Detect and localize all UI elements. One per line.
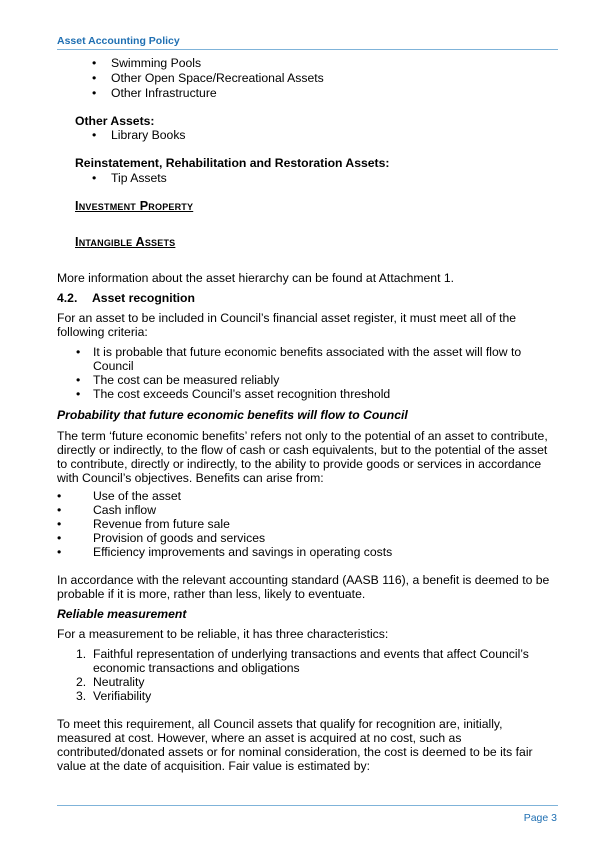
criteria-item-cont: Council bbox=[93, 359, 134, 373]
header-rule bbox=[57, 49, 558, 50]
investment-property-heading bbox=[75, 199, 193, 213]
investment-property-text: Investment Property bbox=[75, 199, 194, 213]
other-assets-heading: Other Assets: bbox=[75, 114, 155, 128]
criteria-item: The cost can be measured reliably bbox=[93, 373, 280, 387]
criteria-item: The cost exceeds Council’s asset recognition threshold bbox=[93, 387, 391, 401]
characteristic-item: Verifiability bbox=[93, 689, 152, 703]
paragraph-line: to contribute, directly or indirectly, to the ability to provide goods or services in accordance bbox=[57, 457, 542, 471]
bullet-glyph: • bbox=[57, 531, 62, 545]
list-item: Tip Assets bbox=[111, 171, 167, 185]
paragraph-line: measured at cost. However, where an asset is acquired at no cost, such as bbox=[57, 731, 462, 745]
probability-heading: Probability that future economic benefits will flow to Council bbox=[57, 408, 408, 422]
paragraph-line: directly or indirectly, to the flow of cash or cash equivalents, but to the potential of the asset bbox=[57, 443, 548, 457]
intangible-assets-heading bbox=[75, 235, 175, 249]
header-title: Asset Accounting Policy bbox=[57, 35, 180, 47]
bullet-glyph: • bbox=[57, 545, 62, 559]
reliable-heading: Reliable measurement bbox=[57, 607, 187, 621]
bullet-glyph: • bbox=[76, 373, 81, 387]
paragraph-line: following criteria: bbox=[57, 325, 148, 339]
characteristic-item-cont: economic transactions and obligations bbox=[93, 661, 300, 675]
paragraph-line: To meet this requirement, all Council assets that qualify for recognition are, initially, bbox=[57, 717, 503, 731]
bullet-glyph: • bbox=[92, 86, 97, 100]
bullet-glyph: • bbox=[92, 128, 97, 142]
paragraph-line: with Council’s objectives. Benefits can arise from: bbox=[57, 471, 324, 485]
section-title: Asset recognition bbox=[92, 291, 195, 305]
list-item: Other Open Space/Recreational Assets bbox=[111, 71, 324, 85]
paragraph-line: The term ‘future economic benefits’ refers not only to the potential of an asset to contribute, bbox=[57, 429, 548, 443]
criteria-item: It is probable that future economic benefits associated with the asset will flow to bbox=[93, 345, 522, 359]
bullet-glyph: • bbox=[57, 503, 62, 517]
benefit-item: Efficiency improvements and savings in operating costs bbox=[93, 545, 393, 559]
bullet-glyph: • bbox=[57, 517, 62, 531]
paragraph-line: probable if it is more, rather than less, likely to eventuate. bbox=[57, 587, 366, 601]
paragraph-line: For a measurement to be reliable, it has three characteristics: bbox=[57, 627, 389, 641]
list-item: Other Infrastructure bbox=[111, 86, 217, 100]
intangible-assets-text: Intangible Assets bbox=[75, 235, 176, 249]
bullet-glyph: • bbox=[76, 387, 81, 401]
benefit-item: Use of the asset bbox=[93, 489, 182, 503]
benefit-item: Revenue from future sale bbox=[93, 517, 230, 531]
paragraph-line: For an asset to be included in Council’s financial asset register, it must meet all of the bbox=[57, 311, 517, 325]
footer-rule bbox=[57, 805, 558, 806]
reinstatement-heading: Reinstatement, Rehabilitation and Restoration Assets: bbox=[75, 156, 390, 170]
section-number: 4.2. bbox=[57, 291, 78, 305]
benefit-item: Provision of goods and services bbox=[93, 531, 266, 545]
characteristic-item: Faithful representation of underlying transactions and events that affect Council’s bbox=[93, 647, 529, 661]
characteristic-item: Neutrality bbox=[93, 675, 145, 689]
bullet-glyph: • bbox=[92, 56, 97, 70]
hierarchy-note: More information about the asset hierarchy can be found at Attachment 1. bbox=[57, 271, 455, 285]
bullet-glyph: • bbox=[92, 71, 97, 85]
list-item: Library Books bbox=[111, 128, 186, 142]
list-number: 1. bbox=[76, 647, 87, 661]
paragraph-line: value at the date of acquisition. Fair value is estimated by: bbox=[57, 759, 370, 773]
paragraph-line: contributed/donated assets or for nominal consideration, the cost is deemed to be its fair bbox=[57, 745, 533, 759]
bullet-glyph: • bbox=[76, 345, 81, 359]
page-number: Page 3 bbox=[523, 812, 557, 824]
list-number: 2. bbox=[76, 675, 87, 689]
bullet-glyph: • bbox=[57, 489, 62, 503]
list-number: 3. bbox=[76, 689, 87, 703]
bullet-glyph: • bbox=[92, 171, 97, 185]
paragraph-line: In accordance with the relevant accounting standard (AASB 116), a benefit is deemed to be bbox=[57, 573, 550, 587]
list-item: Swimming Pools bbox=[111, 56, 202, 70]
benefit-item: Cash inflow bbox=[93, 503, 156, 517]
